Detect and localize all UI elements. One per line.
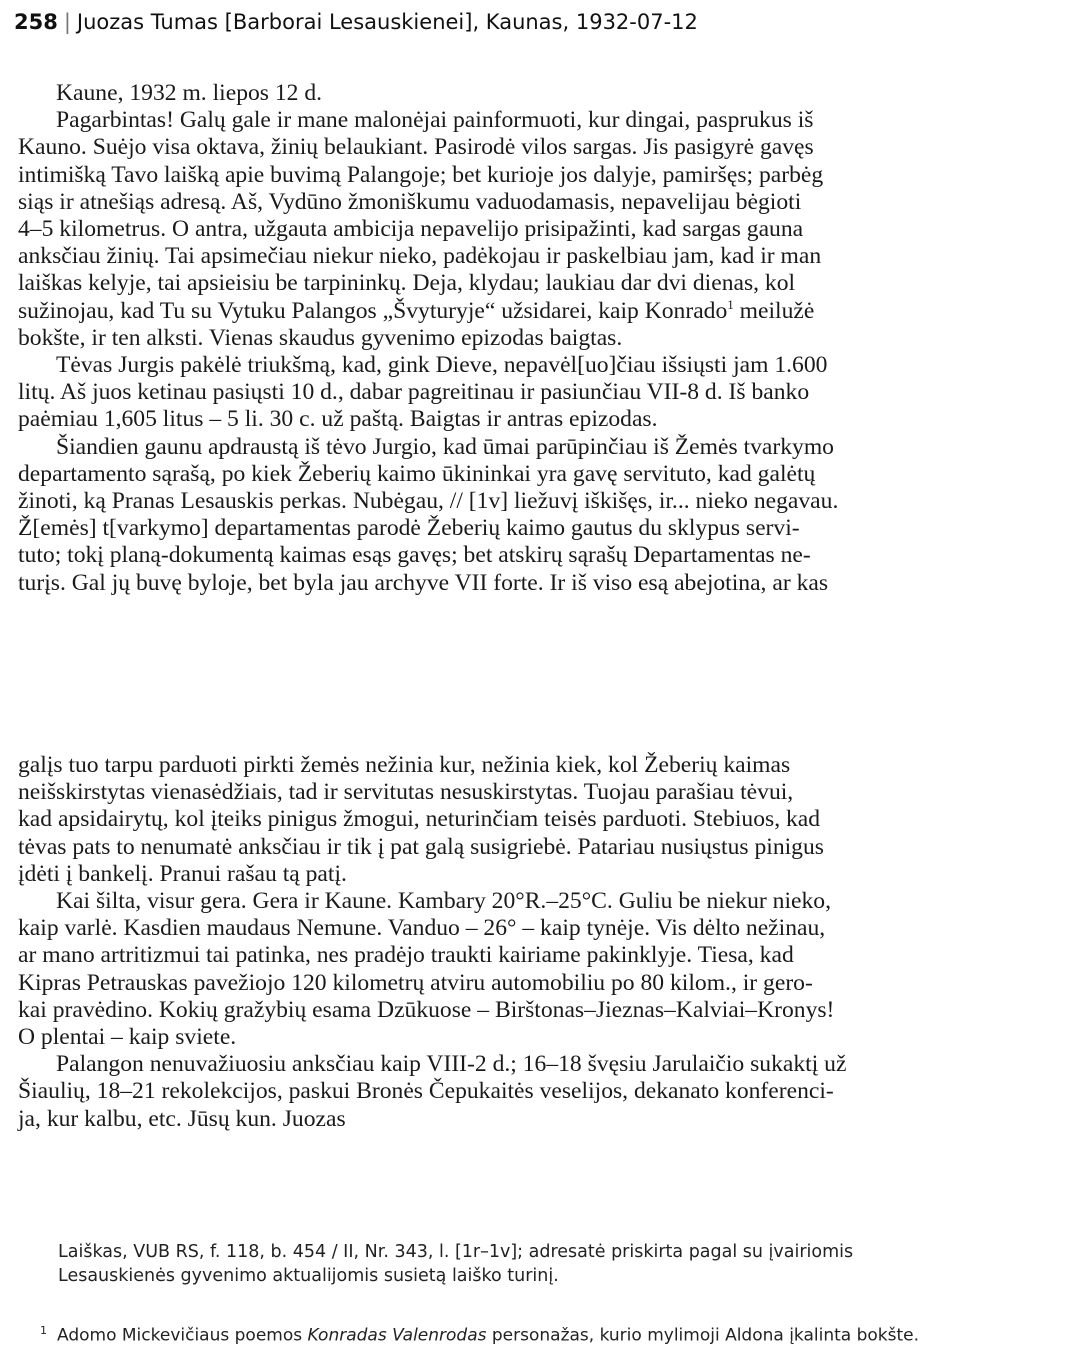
footnote-text: personažas, kurio mylimoji Aldona įkalinta bokšte. [486,1325,920,1346]
text-line: tėvas pats to nenumatė anksčiau ir tik į pat galą susigriebė. Patariau nusiųstus pinigus [18,833,824,860]
source-note [58,1240,1018,1288]
text-line: intimišką Tavo laišką apie buvimą Palangoje; bet kurioje jos dalyje, pamiršęs; parbėg [18,161,824,188]
letter-dateline: Kaune, 1932 m. liepos 12 d. [56,80,323,106]
text-line: Kai šilta, visur gera. Gera ir Kaune. Kambary 20°R.–25°C. Guliu be niekur nieko, [56,888,831,915]
text-line: kai pravėdino. Kokių gražybių esama Dzūkuose – Birštonas–Jieznas–Kalviai–Kronys! [18,996,835,1023]
text-line: kaip varlė. Kasdien maudaus Nemune. Vanduo – 26° – kaip tynėje. Vis dėlto nežinau, [18,915,826,942]
text-line: bokšte, ir ten alksti. Vienas skaudus gyvenimo epizodas baigtas. [18,324,623,351]
text-line: Kipras Petrauskas pavežiojo 120 kilometrų atviru automobiliu po 80 kilom., ir gero- [18,969,813,996]
text-line: neišskirstytas vienasėdžiais, tad ir servitutas nesuskirstytas. Tuojau parašiau tėvui, [18,779,794,806]
text-line: galįs tuo tarpu parduoti pirkti žemės nežinia kur, nežinia kiek, kol Žeberių kaimas [18,752,791,778]
text-line: Pagarbintas! Galų gale ir mane malonėjai painformuoti, kur dingai, pasprukus iš [56,107,814,134]
text-line: siąs ir atnešiąs adresą. Aš, Vydūno žmoniškumu vaduodamasis, nepavelijau bėgioti [18,188,802,215]
text-segment: sužinojau, kad Tu su Vytuku Palangos „Švyturyje“ užsidarei, kaip Konrado [18,297,728,324]
text-line: Šiaulių, 18–21 rekolekcijos, paskui Bronės Čepukaitės veselijos, dekanato konferenci- [18,1078,834,1105]
footnote-reference[interactable]: 1 [727,296,734,312]
text-line [18,298,1044,325]
footnote-text: Adomo Mickevičiaus poemos [57,1325,308,1346]
text-line: litų. Aš juos ketinau pasiųsti 10 d., dabar pagreitinau ir pasiunčiau VII-8 d. Iš banko [18,379,810,406]
text-line: įdėti į bankelį. Pranui rašau tą patį. [18,860,347,887]
text-line: O plentai – kaip sviete. [18,1024,237,1051]
page-number: 258 [14,10,58,34]
letter-signature-line: ja, kur kalbu, etc. Jūsų kun. Juozas [18,1105,346,1132]
source-note-line: Laiškas, VUB RS, f. 118, b. 454 / II, Nr. 343, l. [1r–1v]; adresatė priskirta pagal su įvairiomis [58,1242,854,1262]
header-separator: | [63,10,71,34]
text-segment: meilužė [733,297,815,324]
footnote-mark: 1 [40,1324,47,1337]
text-line: departamento sąrašą, po kiek Žeberių kaimo ūkininkai yra gavę servituto, kad galėtų [18,460,816,487]
text-line: Palangon nenuvažiuosiu anksčiau kaip VIII-2 d.; 16–18 švęsiu Jarulaičio sukaktį už [56,1051,847,1078]
text-line: anksčiau žinių. Tai apsimečiau niekur nieko, padėkojau ir paskelbiau jam, kad ir man [18,243,822,270]
text-line: turįs. Gal jų buvę byloje, bet byla jau archyve VII forte. Ir iš viso esą abejotina, ar kas [18,569,829,596]
text-line: Kauno. Suėjo visa oktava, žinių belaukiant. Pasirodė vilos sargas. Jis pasigyrė gavęs [18,134,814,161]
text-line: Tėvas Jurgis pakėlė triukšmą, kad, gink Dieve, nepavėl[uo]čiau išsiųsti jam 1.600 [56,352,828,379]
text-line: Šiandien gaunu apdraustą iš tėvo Jurgio, kad ūmai parūpinčiau iš Žemės tvarkymo [56,433,834,460]
text-line: laiškas kelyje, tai apsieisiu be tarpininkų. Deja, klydau; laukiau dar dvi dienas, kol [18,270,796,297]
source-note-line: Lesauskienės gyvenimo aktualijomis susietą laiško turinį. [58,1266,559,1286]
footnote-work-title: Konradas Valenrodas [307,1325,487,1346]
text-line: ar mano artritizmui tai patinka, nes pradėjo traukti kairiame pakinklyje. Tiesa, kad [18,942,794,969]
letter-text-upper [18,80,1044,597]
running-header [14,10,1054,34]
page-break-gap [0,712,1065,736]
text-line: Ž[emės] t[varkymo] departamentas parodė Žeberių kaimo gautus du sklypus servi- [18,515,800,542]
text-line: 4–5 kilometrus. O antra, užgauta ambicija nepavelijo prisipažinti, kad sargas gauna [18,216,804,243]
text-line: paėmiau 1,605 litus – 5 li. 30 c. už paštą. Baigtas ir antras epizodas. [18,406,658,433]
text-line: kad apsidairytų, kol įteiks pinigus žmogui, neturinčiam teisės parduoti. Stebiuos, kad [18,806,821,833]
footnote [40,1320,1050,1347]
letter-text-lower [18,752,1044,1133]
text-line: tuto; tokį planą-dokumentą kaimas esąs gavęs; bet atskirų sąrašų Departamentas ne- [18,542,811,569]
header-title: Juozas Tumas [Barborai Lesauskienei], Kaunas, 1932-07-12 [76,10,698,34]
text-line: žinoti, ką Pranas Lesauskis perkas. Nubėgau, // [1v] liežuvį iškišęs, ir... nieko negavau. [18,488,839,515]
